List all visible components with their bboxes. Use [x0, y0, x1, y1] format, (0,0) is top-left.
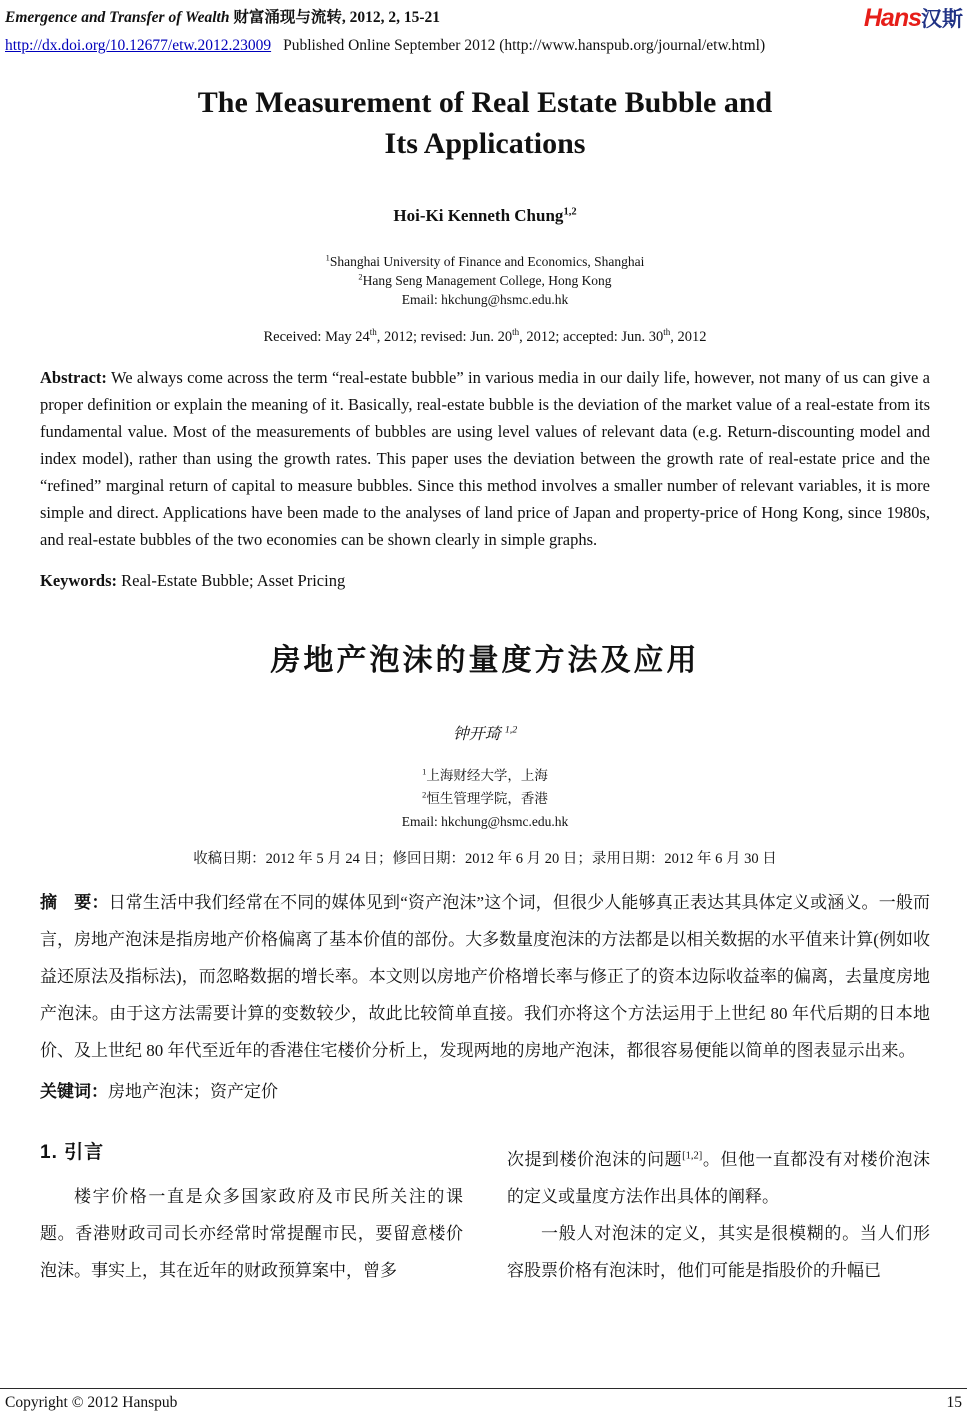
- journal-title-en: Emergence and Transfer of Wealth: [5, 9, 230, 26]
- received-part: Received: May 24: [263, 329, 370, 345]
- received-line: [40, 329, 930, 346]
- section-1-paragraph-right-1: [507, 1141, 930, 1215]
- affiliation-en-2-sup: 2: [358, 272, 363, 282]
- section-1-paragraph-right-2: 一般人对泡沫的定义，其实是很模糊的。当人们形容股票价格有泡沫时，他们可能是指股价的升幅已: [507, 1224, 930, 1280]
- keywords-en-label: Keywords:: [40, 571, 117, 590]
- received-sup: th: [512, 327, 520, 338]
- author-en: [40, 206, 930, 226]
- abstract-zh-label: 摘 要：: [40, 893, 109, 912]
- affiliation-zh-1: [40, 764, 930, 787]
- keywords-en-text: Real-Estate Bubble; Asset Pricing: [121, 571, 346, 590]
- abstract-zh-text: 日常生活中我们经常在不同的媒体见到“资产泡沫”这个词，但很少人能够真正表达其具体定义或涵义。一般而言，房地产泡沫是指房地产价格偏离了基本价值的部份。大多数量度泡沫的方法都是以相关数据的水平值来计算(例如收益还原法及指标法)，而忽略数据的增长率。本文则以房地产价格增长率与修正了的资本边际收益率的偏离，去量度房地产泡沫。由于这方法需要计算的变数较少，故此比较简单直接。我们亦将这个方法运用于上世纪 80 年代后期的日本地价、及上世纪 80 年代至近年的香港住宅楼价分析上，发现两地的房地产泡沫，都很容易便能以简单的图表显示出来。: [40, 893, 930, 1060]
- abstract-zh: [40, 884, 930, 1069]
- column-right: [507, 1136, 930, 1289]
- abstract-en-label: Abstract:: [40, 368, 107, 387]
- page-footer: [5, 1394, 962, 1412]
- affiliation-en-2: [40, 271, 930, 290]
- keywords-en: [40, 571, 930, 591]
- logo-hans-text: Hans: [863, 4, 921, 32]
- received-sup: th: [369, 327, 377, 338]
- section-1-heading: 1. 引言: [40, 1142, 105, 1163]
- affiliation-en-2-text: Hang Seng Management College, Hong Kong: [362, 273, 612, 288]
- keywords-zh-label: 关键词：: [40, 1082, 108, 1101]
- citation-ref: [1,2]: [682, 1150, 703, 1162]
- author-zh: [40, 721, 930, 744]
- copyright-text: Copyright © 2012 Hanspub: [5, 1394, 178, 1411]
- section-1: [40, 1136, 930, 1289]
- affiliation-zh-2-sup: 2: [422, 790, 427, 800]
- keywords-zh: [40, 1077, 930, 1102]
- paragraph-text: 。但他一直都没有对楼价泡沫的定义或量度方法作出具体的阐释。: [507, 1150, 931, 1206]
- author-en-sup: 1,2: [563, 206, 577, 218]
- dates-zh: 收稿日期：2012 年 5 月 24 日；修回日期：2012 年 6 月 20 日；录用日期：2012 年 6 月 30 日: [193, 851, 777, 867]
- article-title-line1: The Measurement of Real Estate Bubble and: [197, 86, 773, 119]
- affiliation-en-1-sup: 1: [325, 253, 330, 263]
- column-left: [40, 1136, 463, 1289]
- abstract-en-text: We always come across the term “real-estate bubble” in various media in our daily life, however, not many of us can give a proper definition or explain the meaning of it. Basically, real-estate bubble is the deviation of the market value of a real-estate from its fundamental value. Most of the measurements of bubbles are using level values of relevant data (e.g. Return-discounting model and index model), rather than using the growth rates. This paper uses the deviation between the growth rate of real-estate price and the “refined” marginal return of capital to measure bubbles. Since this method involves a smaller number of relevant variables, it is more simple and direct. Applications have been made to the analyses of land price of Japan and property-price of Hong Kong, since 1980s, and real-estate bubbles of the two economies can be shown clearly in simple graphs.: [40, 368, 930, 549]
- received-part: , 2012; revised: Jun. 20: [376, 329, 513, 345]
- article-title-line2: Its Applications: [384, 127, 586, 160]
- published-note: Published Online September 2012 (http://www.hanspub.org/journal/etw.html): [283, 37, 766, 54]
- author-en-name: Hoi-Ki Kenneth Chung: [393, 206, 564, 225]
- article-title-en: [40, 82, 930, 164]
- affiliation-zh-1-sup: 1: [422, 767, 427, 777]
- received-part: , 2012; accepted: Jun. 30: [519, 329, 664, 345]
- abstract-en: [40, 364, 930, 553]
- author-zh-sup: 1,2: [504, 724, 518, 736]
- keywords-zh-text: 房地产泡沫；资产定价: [108, 1082, 278, 1101]
- article-title-zh: 房地产泡沫的量度方法及应用: [270, 644, 700, 677]
- affiliation-zh-2: [40, 787, 930, 810]
- received-sup: th: [663, 327, 671, 338]
- paragraph-text: 次提到楼价泡沫的问题: [507, 1150, 683, 1169]
- email-zh: Email: hkchung@hsmc.edu.hk: [401, 814, 569, 829]
- author-zh-name: 钟开琦: [452, 726, 501, 743]
- affiliation-zh-2-text: 恒生管理学院，香港: [426, 791, 548, 806]
- affiliation-en-1: [40, 252, 930, 271]
- footer-divider: [0, 1388, 967, 1389]
- article-content: [40, 0, 930, 1289]
- section-1-paragraph-left: 楼宇价格一直是众多国家政府及市民所关注的课题。香港财政司司长亦经常时常提醒市民，要留意楼价泡沫。事实上，其在近年的财政预算案中，曾多: [40, 1187, 463, 1280]
- affiliation-zh-1-text: 上海财经大学，上海: [426, 768, 548, 783]
- received-part: , 2012: [670, 329, 707, 345]
- logo-zh-text: 汉斯: [921, 8, 963, 31]
- email-en: Email: hkchung@hsmc.edu.hk: [401, 292, 569, 307]
- doi-link[interactable]: http://dx.doi.org/10.12677/etw.2012.23009: [5, 37, 272, 54]
- page-number: 15: [946, 1394, 962, 1411]
- affiliations-zh: [40, 764, 930, 833]
- affiliations-en: [40, 252, 930, 309]
- affiliation-en-1-text: Shanghai University of Finance and Economics, Shanghai: [329, 254, 645, 269]
- journal-title-zh: 财富涌现与流转, 2012, 2, 15-21: [229, 9, 441, 26]
